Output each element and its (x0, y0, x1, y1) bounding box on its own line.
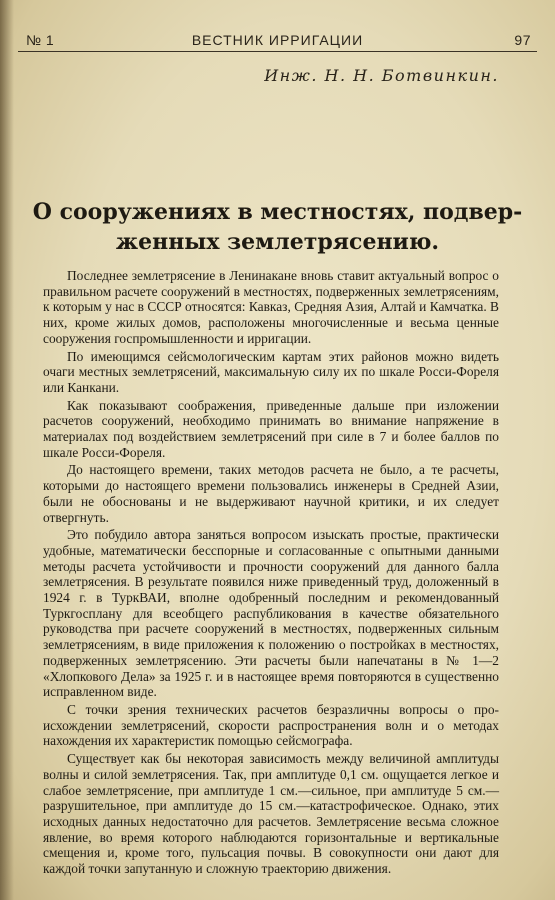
issue-number: № 1 (26, 32, 55, 48)
page-number: 97 (514, 32, 531, 48)
paragraph-6: С точки зрения технических расчетов безразличны вопросы о происхождении землетрясений, скорости распространения волн и о методах нахождения их характеристик помощью сейсмографа. (43, 701, 499, 749)
article-author: Инж. Н. Н. Ботвинкин. (264, 66, 499, 85)
header-rule (18, 51, 537, 52)
paragraph-3: Как показывают соображения, приведенные дальше при изложении расчетов сооружений, необходимо принимать во внимание напряжение в материалах под воздействием землетрясений при силе в 7 и более баллов по шкале Росси-Фореля. (43, 397, 499, 460)
article-title-line-1: О сооружениях в местностях, подвер- (32, 199, 523, 225)
journal-title: ВЕСТНИК ИРРИГАЦИИ (191, 32, 364, 48)
paragraph-7: Существует как бы некоторая зависимость между величиной амплитуды волны и силой землетрясения. Так, при амплитуде 0,1 см. ощущается легкое и слабое землетрясение, при амплитуде 1 см.—сильное, при амплитуде 5 см.—разрушительное, при амплитуде до 15 см.—катастрофическое. Однако, этих исходных данных недостаточно для расчетов. Землетрясение весьма сложное явление, во время которого наблюдаются горизонтальные и вертикальные смещения и, кроме того, пульсация почвы. В совокупности они дают для каждой точки запутанную и сложную траекторию движения. (43, 751, 499, 877)
paragraph-4: До настоящего времени, таких методов расчета не было, а те расчеты, которыми до настоящего времени пользовались инженеры в Средней Азии, были не обоснованы и не выдерживают научной критики, и их следует отвергнуть. (43, 462, 499, 525)
binding-shadow (0, 0, 14, 900)
article-title-line-2: женных землетрясению. (115, 229, 440, 255)
article-title (20, 197, 535, 257)
paragraph-5: Это побудило автора заняться вопросом изыскать простые, практически удобные, математически бесспорные и согласованные с опытными данными методы расчета устойчивости и прочности сооружений для данного балла землетрясения. В результате появился ниже приведенный труд, доложенный в 1924 г. в ТуркВАИ, вполне одобренный последним и рекомендованный Туркгосплану для всеобщего распубликования в качестве обязательного руководства при расчете сооружений в местностях, подверженных сильным землетрясениям, в виде приложения к положению о постройках в местностях, подверженных землетрясению. Эти расчеты были напечатаны в № 1—2 «Хлопкового Дела» за 1925 г. и в настоящее время повторяются в существенно исправленном виде. (43, 527, 499, 700)
paragraph-2: По имеющимся сейсмологическим картам этих районов можно видеть очаги местных землетрясений, максимальную силу их по шкале Росси-Фореля или Канкани. (43, 348, 499, 395)
running-header (20, 30, 535, 50)
paragraph-1: Последнее землетрясение в Ленинакане вновь ставит актуальный вопрос о правильном расчете сооружений в местностях, подверженных землетрясениям, к которым у нас в СССР относятся: Кавказ, Средняя Азия, Алтай и Камчатка. В них, кроме жилых домов, расположены многочисленные и весьма ценные сооружения госпромышленности и ирригации. (43, 268, 499, 346)
article-body (43, 268, 499, 879)
